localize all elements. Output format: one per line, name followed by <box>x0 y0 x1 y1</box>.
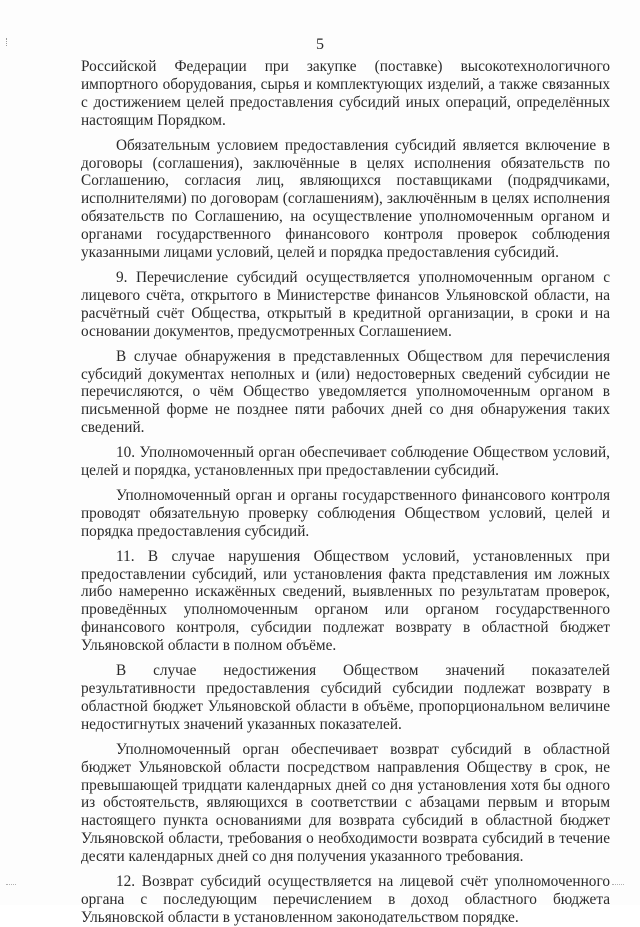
document-body <box>81 58 610 927</box>
paragraph-clause-12: 12. Возврат субсидий осуществляется на лицевой счёт уполномоченного органа с последующим перечислением в доход областного бюджета Ульяновской области в установленном законодательством порядке. <box>81 873 610 926</box>
paragraph: В случае обнаружения в представленных Обществом для перечисления субсидий документах неполных и (или) недостоверных сведений субсидии не перечисляются, о чём Общество уведомляется уполномоченным органом в письменной форме не позднее пяти рабочих дней со дня обнаружения таких сведений. <box>81 347 610 437</box>
paragraph: В случае недостижения Обществом значений показателей результативности предоставления субсидий субсидии подлежат возврату в областной бюджет Ульяновской области в объёме, пропорциональном величине недостигнутых значений указанных показателей. <box>81 662 610 733</box>
paragraph-clause-11: 11. В случае нарушения Обществом условий, установленных при предоставлении субсидий, или установления факта представления им ложных либо намеренно искажённых сведений, выявленных по результатам проверок, проведённых уполномоченным органом или органом государственного финансового контроля, субсидии подлежат возврату в областной бюджет Ульяновской области в полном объёме. <box>81 547 610 655</box>
paragraph-clause-10: 10. Уполномоченный орган обеспечивает соблюдение Обществом условий, целей и порядка, установленных при предоставлении субсидий. <box>81 444 610 480</box>
paragraph: Обязательным условием предоставления субсидий является включение в договоры (соглашения), заключённые в целях исполнения обязательств по Соглашению, согласия лиц, являющихся поставщиками (подрядчиками, исполнителями) по договорам (соглашениям), заключённым в целях исполнения обязательств по Соглашению, на осуществление уполномоченным органом и органами государственного финансового контроля проверок соблюдения указанными лицами условий, целей и порядка предоставления субсидий. <box>81 136 610 262</box>
paragraph: Уполномоченный орган и органы государственного финансового контроля проводят обязательную проверку соблюдения Обществом условий, целей и порядка предоставления субсидий. <box>81 486 610 540</box>
scan-margin-mark <box>6 884 16 885</box>
paragraph-clause-9: 9. Перечисление субсидий осуществляется уполномоченным органом с лицевого счёта, открытого в Министерстве финансов Ульяновской области, на расчётный счёт Общества, открытый в кредитной организации, в сроки и на основании документов, предусмотренных Соглашением. <box>81 268 610 340</box>
paragraph: Уполномоченный орган обеспечивает возврат субсидий в областной бюджет Ульяновской области посредством направления Обществу в срок, не превышающей тридцати календарных дней со дня установления хотя бы одного из обстоятельств, являющихся в соответствии с абзацами первым и вторым настоящего пункта основаниями для возврата субсидий в областной бюджет Ульяновской области, требования о необходимости возврата субсидий в течение десяти календарных дней со дня получения указанного требования. <box>81 740 610 866</box>
paragraph-continuation: Российской Федерации при закупке (поставке) высокотехнологичного импортного оборудования, сырья и комплектующих изделий, а также связанных с достижением целей предоставления субсидий иных операций, определённых настоящим Порядком. <box>81 58 610 129</box>
page-number: 5 <box>316 36 324 53</box>
scan-margin-mark <box>612 884 624 885</box>
